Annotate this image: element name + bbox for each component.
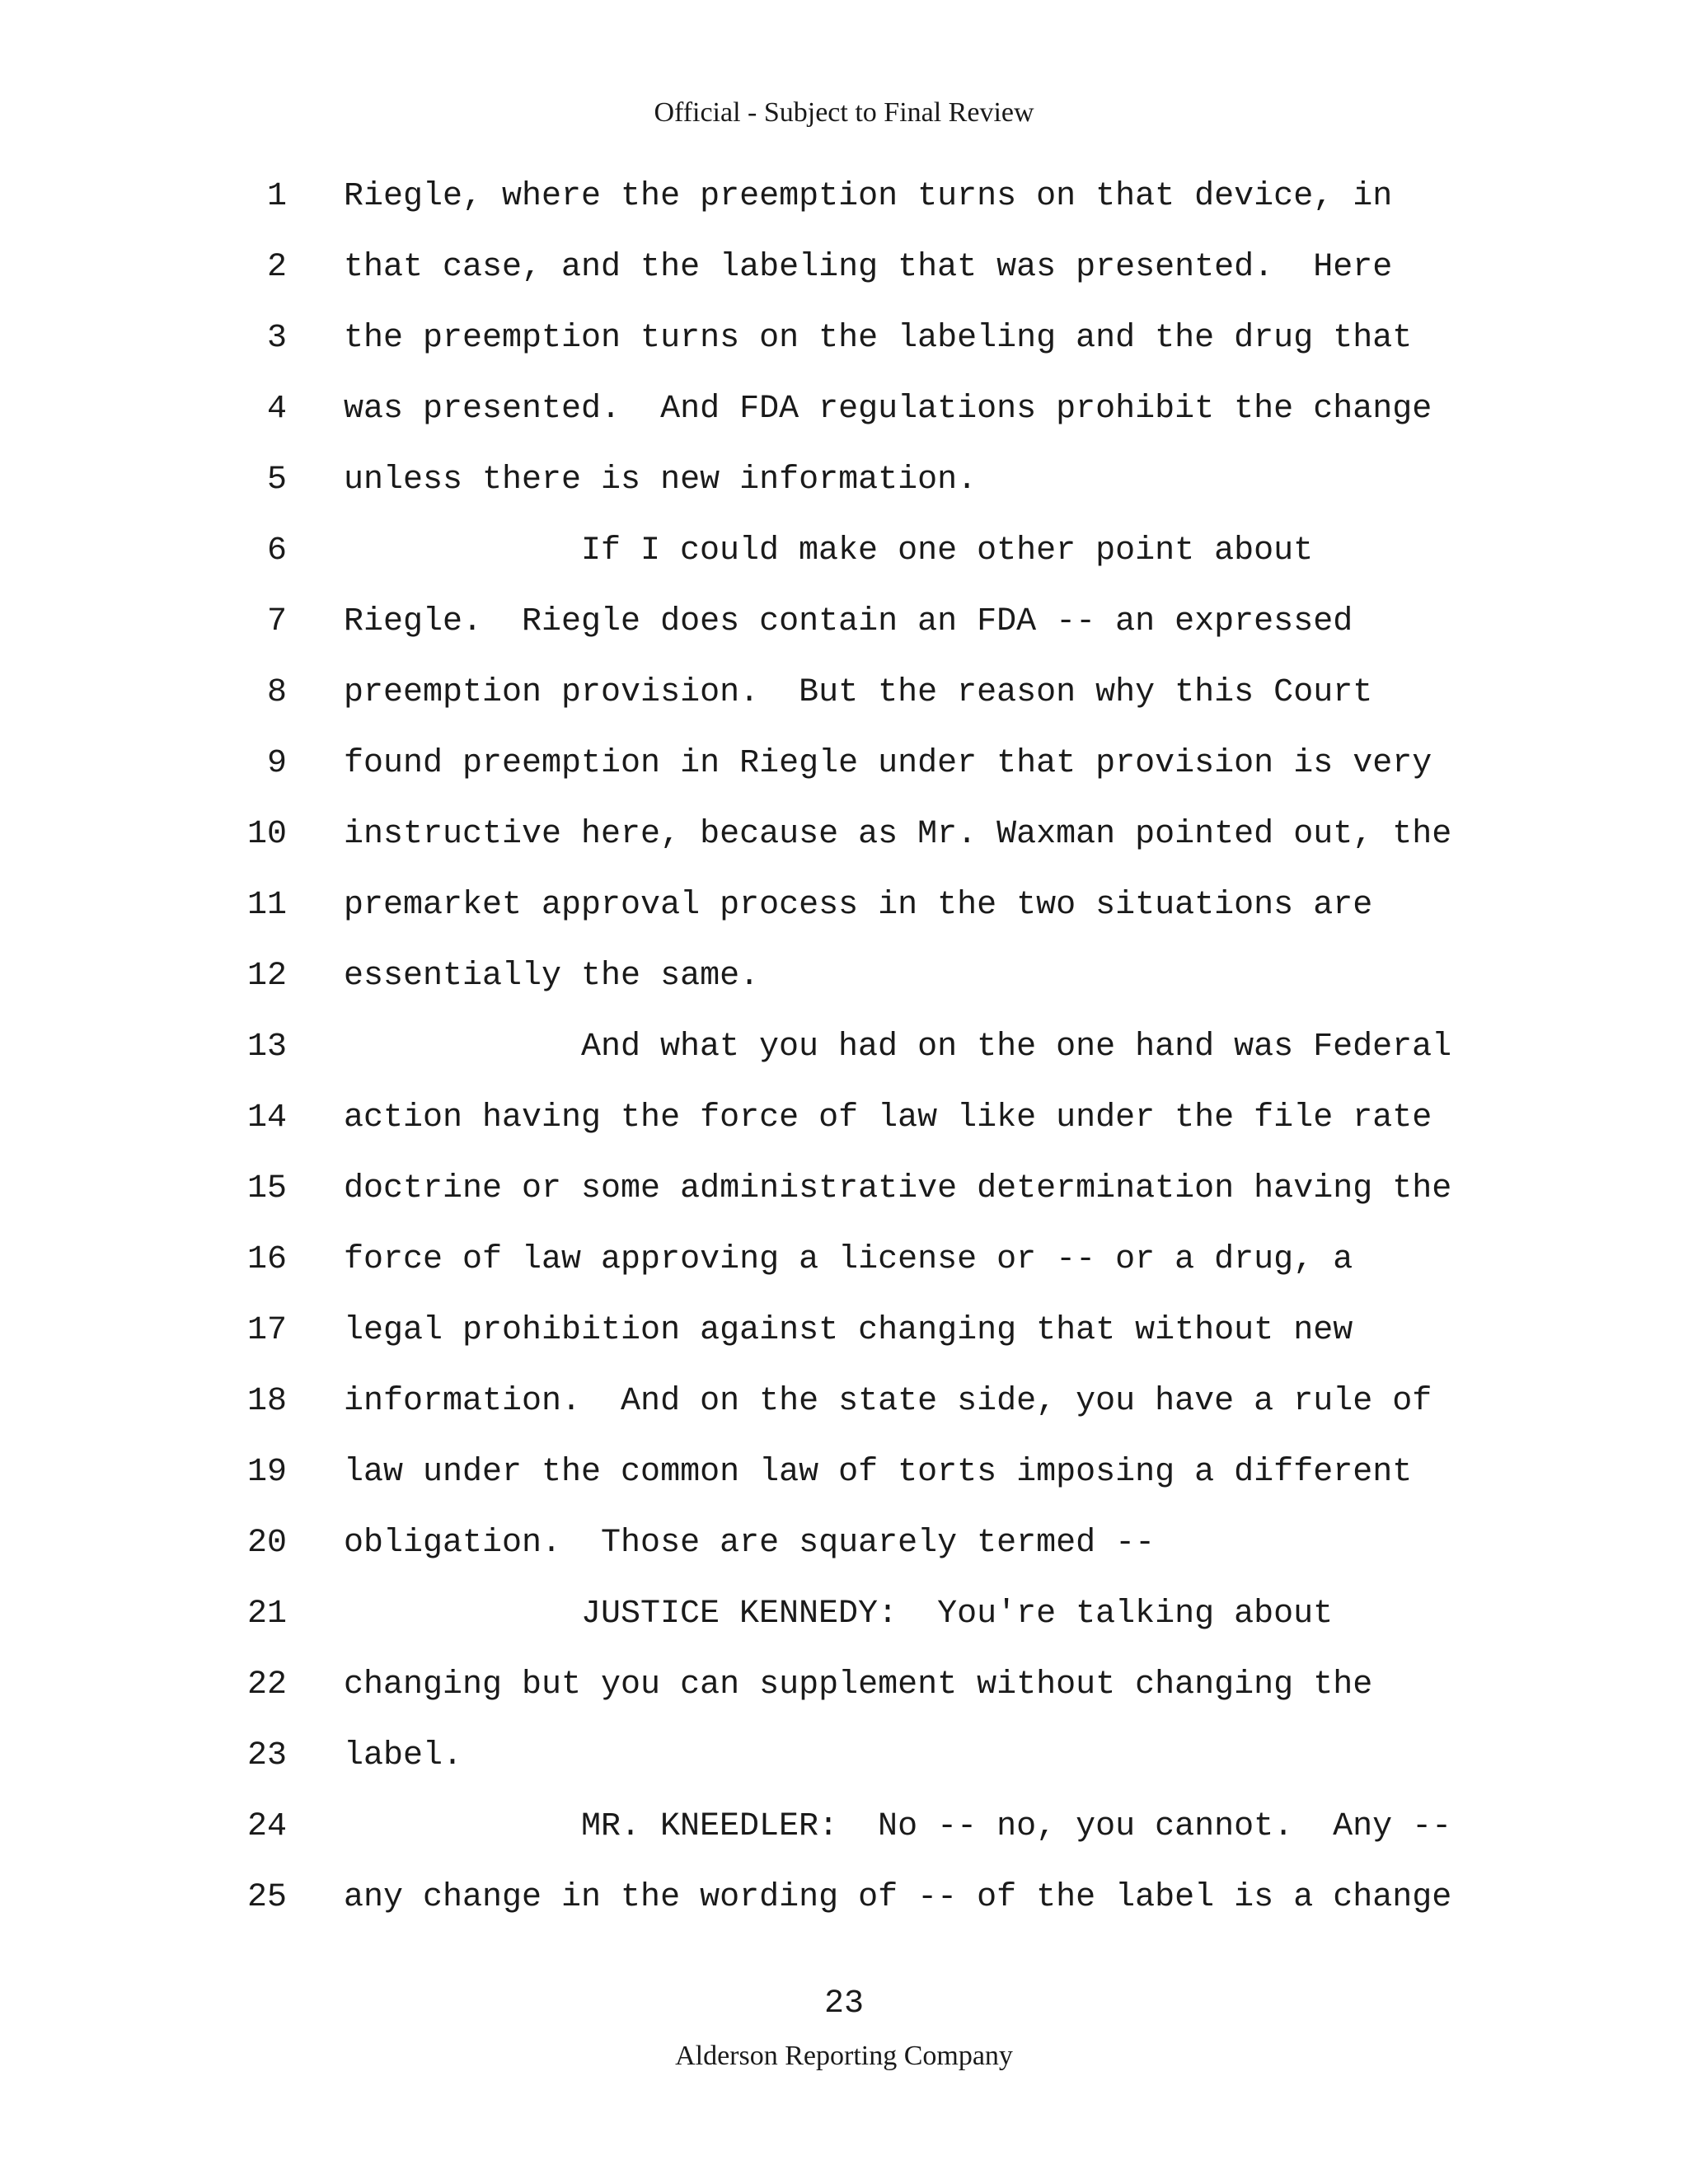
line-text: force of law approving a license or -- or a drug, a: [344, 1241, 1353, 1278]
line-number: 22: [246, 1666, 287, 1704]
line-number: 21: [246, 1596, 287, 1633]
transcript-line: [0, 1872, 1688, 1943]
transcript-line: [0, 1731, 1688, 1802]
transcript-line: [0, 668, 1688, 738]
transcript-line: [0, 1022, 1688, 1093]
line-number: 1: [266, 178, 287, 215]
line-number: 4: [266, 391, 287, 428]
line-text: essentially the same.: [344, 958, 760, 995]
line-number: 17: [246, 1312, 287, 1349]
line-number: 6: [266, 532, 287, 569]
line-text: changing but you can supplement without changing the: [344, 1666, 1373, 1704]
page-footer: Alderson Reporting Company: [675, 2041, 1013, 2071]
transcript-line: [0, 1589, 1688, 1660]
line-number: 15: [246, 1170, 287, 1207]
line-number: 8: [266, 674, 287, 711]
page-header: Official - Subject to Final Review: [654, 97, 1034, 128]
line-text: instructive here, because as Mr. Waxman pointed out, the: [344, 816, 1452, 853]
line-text: unless there is new information.: [344, 462, 978, 499]
transcript-line: [0, 809, 1688, 880]
line-number: 3: [266, 320, 287, 357]
line-number: 24: [246, 1808, 287, 1845]
transcript-line: [0, 242, 1688, 313]
line-number: 23: [246, 1737, 287, 1774]
transcript-line: [0, 1802, 1688, 1872]
line-number: 13: [246, 1029, 287, 1066]
transcript-line: [0, 1518, 1688, 1589]
transcript-line: [0, 171, 1688, 242]
transcript-line: [0, 1660, 1688, 1731]
line-number: 16: [246, 1241, 287, 1278]
transcript-line: [0, 1376, 1688, 1447]
transcript-line: [0, 384, 1688, 455]
line-number: 14: [246, 1099, 287, 1137]
line-text: label.: [344, 1737, 463, 1774]
transcript-line: [0, 313, 1688, 384]
line-text: doctrine or some administrative determination having the: [344, 1170, 1452, 1207]
line-number: 5: [266, 462, 287, 499]
transcript-line: [0, 1093, 1688, 1164]
line-text: found preemption in Riegle under that provision is very: [344, 745, 1432, 782]
line-number: 20: [246, 1525, 287, 1562]
transcript-line: [0, 1164, 1688, 1235]
line-number: 7: [266, 603, 287, 640]
line-text: Riegle. Riegle does contain an FDA -- an expressed: [344, 603, 1353, 640]
line-text: Riegle, where the preemption turns on that device, in: [344, 178, 1393, 215]
transcript-line: [0, 1305, 1688, 1376]
line-text: information. And on the state side, you have a rule of: [344, 1383, 1432, 1420]
transcript-line: [0, 1235, 1688, 1305]
line-text: was presented. And FDA regulations prohibit the change: [344, 391, 1432, 428]
transcript-line: [0, 455, 1688, 526]
line-text: obligation. Those are squarely termed --: [344, 1525, 1156, 1562]
line-text: that case, and the labeling that was presented. Here: [344, 249, 1393, 286]
transcript-line: [0, 738, 1688, 809]
line-text: preemption provision. But the reason why this Court: [344, 674, 1373, 711]
line-number: 12: [246, 958, 287, 995]
transcript-line: [0, 597, 1688, 668]
line-number: 18: [246, 1383, 287, 1420]
line-text: If I could make one other point about: [581, 532, 1314, 569]
line-text: action having the force of law like under the file rate: [344, 1099, 1432, 1137]
line-number: 2: [266, 249, 287, 286]
transcript-lines: [0, 171, 1688, 1943]
line-text: premarket approval process in the two situations are: [344, 887, 1373, 924]
line-text: JUSTICE KENNEDY: You're talking about: [581, 1596, 1334, 1633]
transcript-line: [0, 526, 1688, 597]
line-number: 25: [246, 1879, 287, 1916]
page-number: 23: [823, 1985, 864, 2022]
line-text: the preemption turns on the labeling and the drug that: [344, 320, 1413, 357]
line-number: 10: [246, 816, 287, 853]
line-number: 19: [246, 1454, 287, 1491]
line-text: And what you had on the one hand was Federal: [581, 1029, 1452, 1066]
line-text: any change in the wording of -- of the label is a change: [344, 1879, 1452, 1916]
line-number: 9: [266, 745, 287, 782]
line-text: legal prohibition against changing that without new: [344, 1312, 1353, 1349]
transcript-line: [0, 1447, 1688, 1518]
transcript-line: [0, 951, 1688, 1022]
line-text: law under the common law of torts imposing a different: [344, 1454, 1413, 1491]
line-number: 11: [246, 887, 287, 924]
line-text: MR. KNEEDLER: No -- no, you cannot. Any --: [581, 1808, 1452, 1845]
transcript-line: [0, 880, 1688, 951]
